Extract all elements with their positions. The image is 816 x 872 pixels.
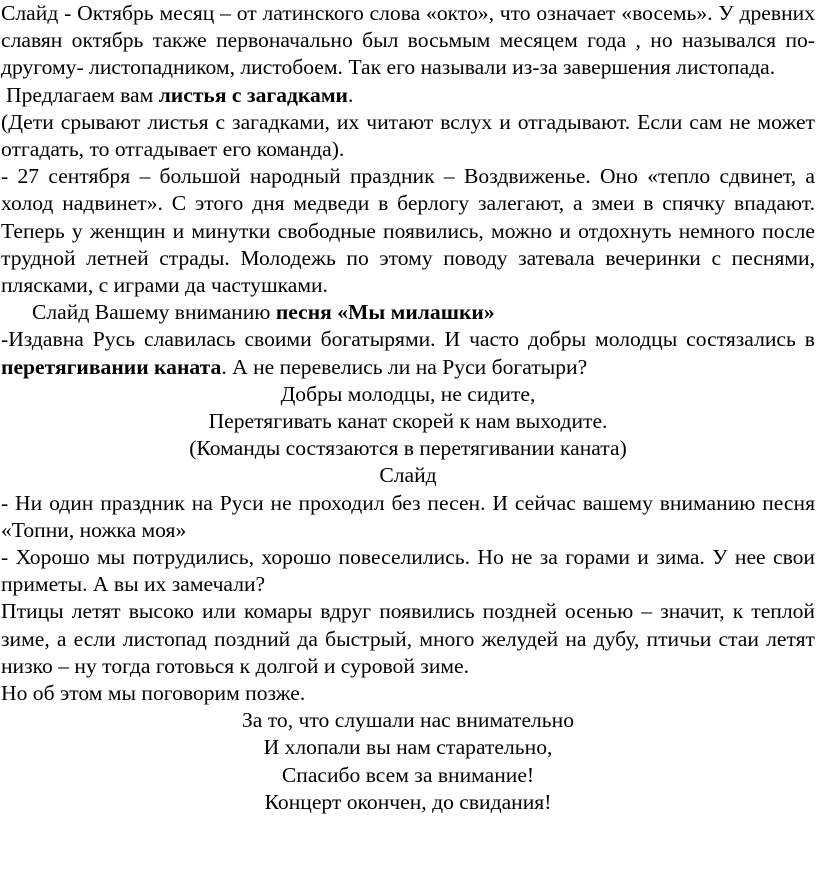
- text-run: . А не перевелись ли на Руси богатыри?: [221, 354, 588, 379]
- text-run: -Издавна Русь славилась своими богатырями. И часто добры молодцы состязались в: [1, 327, 815, 352]
- bold-phrase-leaves-riddles: листья с загадками: [158, 82, 348, 107]
- paragraph-children-instructions: (Дети срывают листья с загадками, их читают вслух и отгадывают. Если сам не может отгадать, то отгадывает его команда).: [1, 109, 815, 162]
- centered-line-2: Перетягивать канат скорей к нам выходите.: [208, 409, 608, 434]
- paragraph-later: Но об этом мы поговорим позже.: [1, 681, 306, 706]
- paragraph-winter-signs-question: - Хорошо мы потрудились, хорошо повеселились. Но не за горами и зима. У нее свои приметы. А вы их замечали?: [1, 545, 815, 597]
- paragraph-leaves-riddles: [1, 82, 815, 109]
- paragraph-october-intro: Слайд - Октябрь месяц – от латинского слова «окто», что означает «восемь». У древних славян октябрь также первоначально был восьмым месяцем года , но назывался по- другому- листопадником, листобоем. Так его называли из-за завершения листопада.: [1, 1, 815, 80]
- paragraph-vozdvizhenye: - 27 сентября – большой народный праздник – Воздвиженье. Оно «тепло сдвинет, а холод надвинет». С этого дня медведи в берлогу залегают, а змеи в спячку впадают. Теперь у женщин и минутки свободные появились, можно и отдохнуть немного после трудной летней страды. Молодежь по этому поводу затевала вечеринки с песнями, плясками, с играми да частушками.: [1, 164, 815, 298]
- bold-phrase-tug-of-war: перетягивании каната: [1, 354, 222, 379]
- paragraph-song-my-milashki: [1, 299, 815, 326]
- text-run: Предлагаем вам: [6, 82, 159, 107]
- poem-line: Концерт окончен, до свидания!: [264, 789, 552, 814]
- bold-phrase-song-title: песня «Мы милашки»: [275, 300, 495, 325]
- text-run: Слайд Вашему вниманию: [32, 300, 276, 325]
- centered-line-slide: Слайд: [379, 463, 437, 488]
- paragraph-songs: - Ни один праздник на Руси не проходил без песен. И сейчас вашему вниманию песня «Топни, ножка моя»: [1, 490, 815, 542]
- poem-line: И хлопали вы нам старательно,: [263, 735, 553, 760]
- text-run: .: [347, 82, 354, 107]
- paragraph-bogatyri: [1, 326, 815, 380]
- paragraph-winter-signs: Птицы летят высоко или комары вдруг появились поздней осенью – значит, к теплой зиме, а если листопад поздний да быстрый, много желудей на дубу, птичьи стаи летят низко – ну тогда готовься к долгой и суровой зиме.: [1, 599, 815, 678]
- centered-line-1: Добры молодцы, не сидите,: [280, 381, 536, 406]
- poem-line: Спасибо всем за внимание!: [281, 762, 535, 787]
- centered-line-3: (Команды состязаются в перетягивании каната): [189, 436, 627, 461]
- poem-line: За то, что слушали нас внимательно: [241, 708, 574, 733]
